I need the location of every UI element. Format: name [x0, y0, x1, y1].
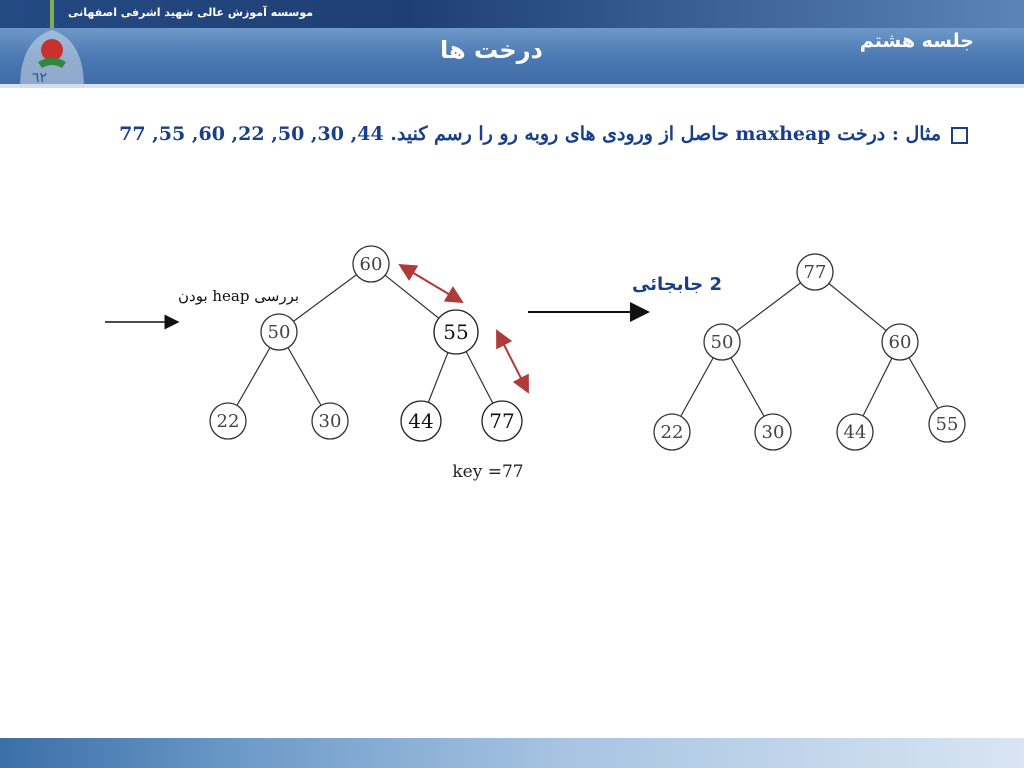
- node-after-1: [704, 324, 740, 360]
- session-label: جلسه هشتم: [859, 30, 974, 52]
- svg-text:77: 77: [803, 262, 827, 283]
- svg-text:55: 55: [935, 414, 959, 435]
- node-after-5: [837, 414, 873, 450]
- node-before-6: [482, 401, 522, 441]
- svg-text:77: 77: [489, 409, 515, 433]
- svg-text:22: 22: [216, 411, 240, 432]
- slide-footer: [0, 738, 1024, 768]
- swap-arrow-bottom: [497, 331, 528, 392]
- example-text: مثال : درخت maxheap حاصل از ورودی های روبه رو را رسم کنید. 44, 30, 50, 22, 60, 55, 77: [119, 123, 941, 145]
- institution-name: موسسه آموزش عالی شهید اشرفی اصفهانی: [68, 6, 314, 19]
- svg-text:22: 22: [660, 422, 684, 443]
- swap-arrow-top: [400, 265, 462, 302]
- node-after-6: [929, 406, 965, 442]
- node-before-5: [401, 401, 441, 441]
- swap-label: 2 جابجائی: [632, 274, 722, 295]
- node-before-1: [261, 314, 297, 350]
- tree-before: [210, 246, 522, 441]
- check-heap-label: بررسی heap بودن: [178, 287, 300, 305]
- svg-text:55: 55: [443, 320, 469, 344]
- slide-title: درخت ها: [440, 36, 543, 64]
- node-before-2: [434, 310, 478, 354]
- key-label: key =77: [452, 462, 524, 482]
- node-before-4: [312, 403, 348, 439]
- svg-text:50: 50: [267, 322, 291, 343]
- svg-text:44: 44: [843, 422, 867, 443]
- svg-text:50: 50: [710, 332, 734, 353]
- svg-text:30: 30: [761, 422, 785, 443]
- svg-text:٦٢: ٦٢: [32, 70, 48, 86]
- svg-text:60: 60: [359, 254, 383, 275]
- node-before-0: [353, 246, 389, 282]
- svg-text:60: 60: [888, 332, 912, 353]
- node-before-3: [210, 403, 246, 439]
- node-after-0: [797, 254, 833, 290]
- node-after-4: [755, 414, 791, 450]
- svg-text:30: 30: [318, 411, 342, 432]
- svg-text:44: 44: [408, 409, 434, 433]
- node-after-2: [882, 324, 918, 360]
- node-after-3: [654, 414, 690, 450]
